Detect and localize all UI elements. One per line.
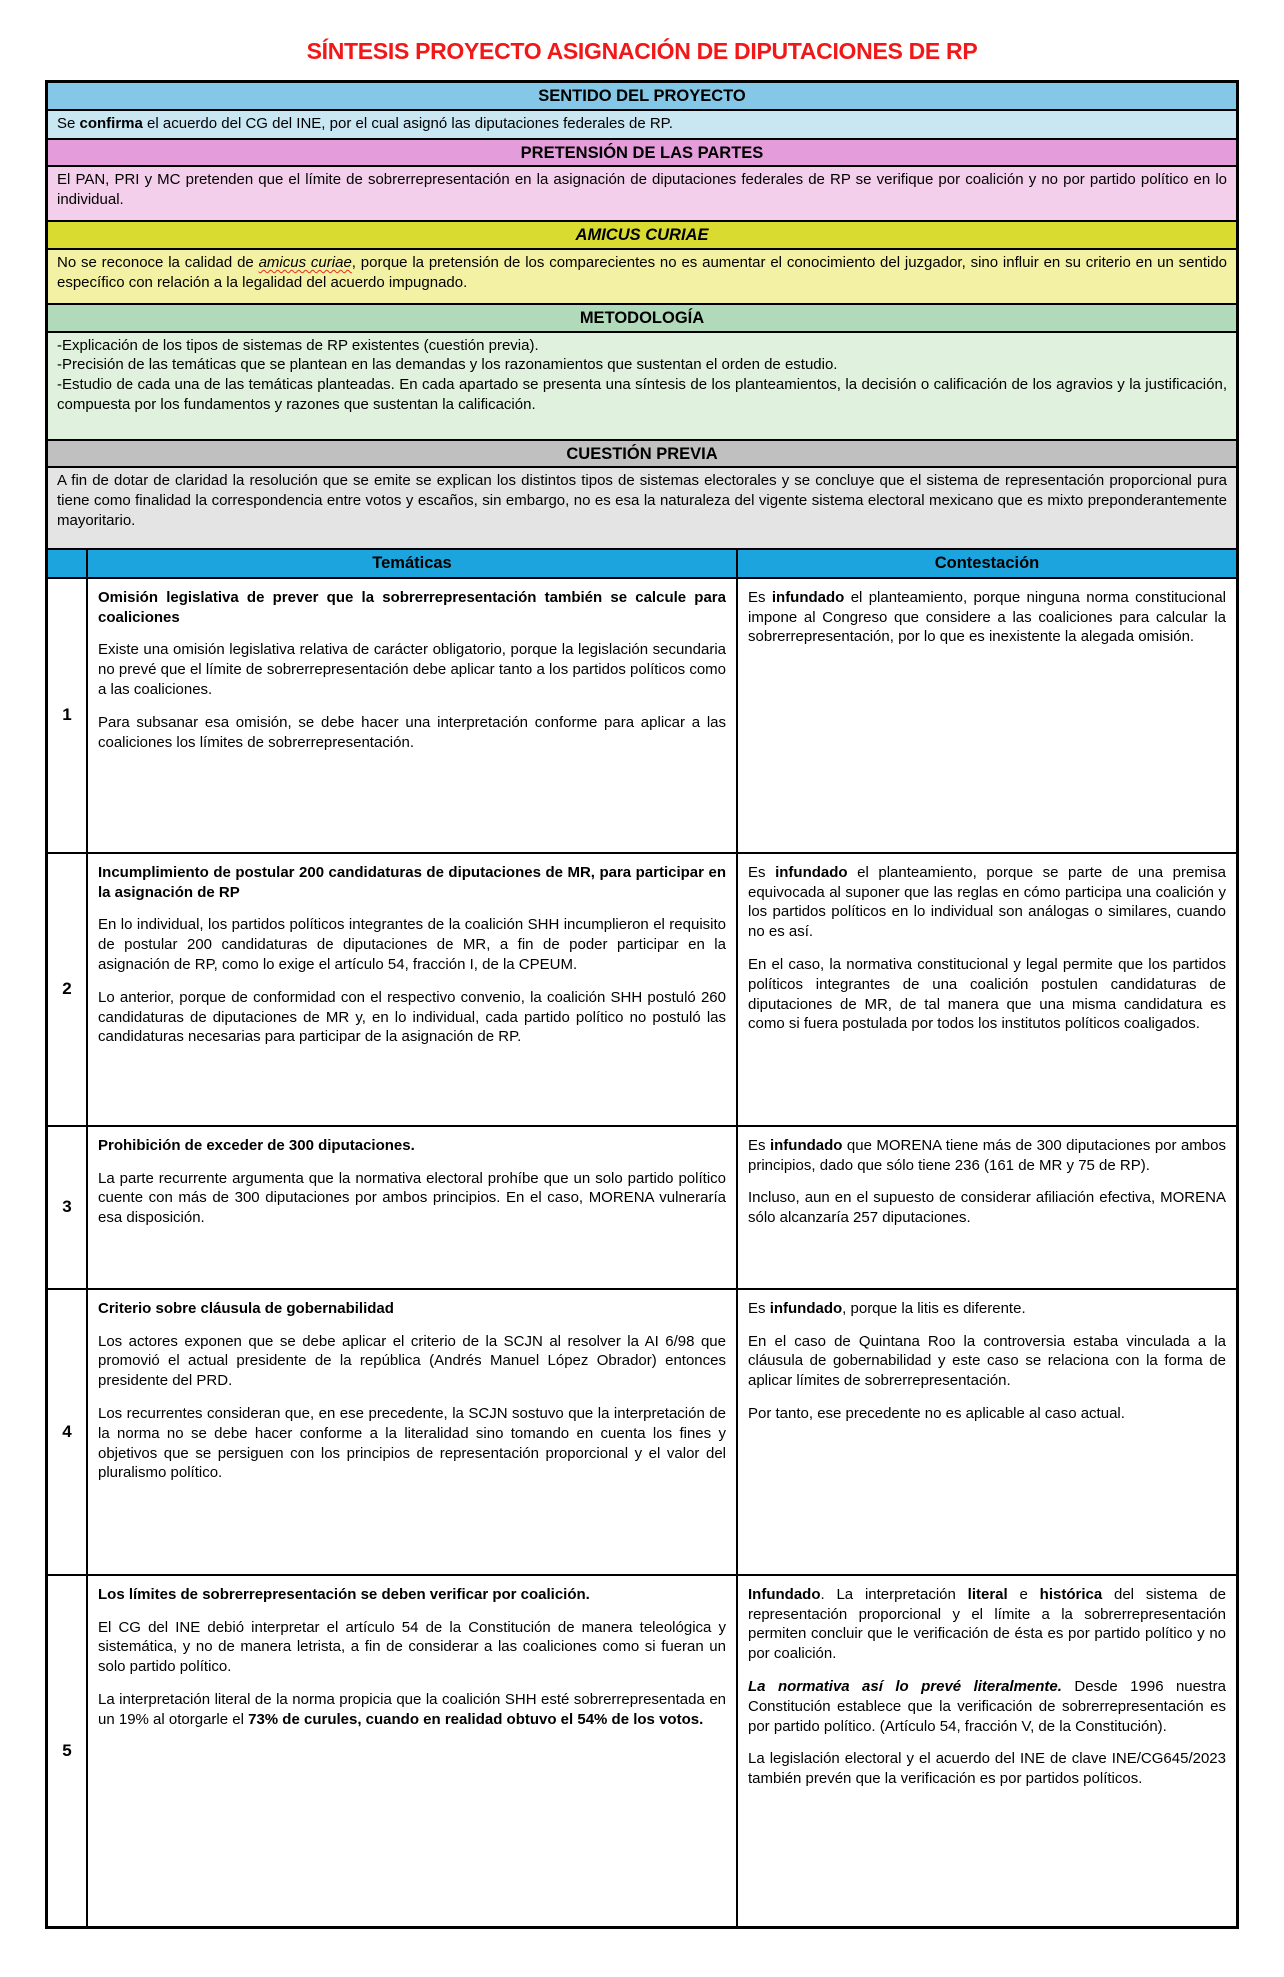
paragraph	[748, 1332, 1226, 1391]
text-run: , porque la pretensión de los comparecientes no es aumentar el conocimiento del juzgador, sino influir en su criterio en un sentido específico con relación a la legalidad del acuerdo impugnado.	[57, 253, 1228, 291]
text-run: infundado	[769, 1299, 843, 1317]
text-run: Es	[748, 588, 772, 606]
text-run: Existe una omisión legislativa relativa de carácter obligatorio, porque la legislación secundaria no prevé que el límite de sobrerrepresentación debe aplicar tanto a los partidos políticos como a las coaliciones.	[98, 641, 726, 699]
section-header-sentido: SENTIDO DEL PROYECTO	[48, 83, 1236, 111]
paragraph	[748, 588, 1226, 647]
section-pretension	[48, 140, 1236, 223]
tematica-cell	[88, 854, 738, 1125]
section-body-cuestion	[48, 468, 1236, 548]
paragraph	[57, 375, 1227, 415]
text-run: amicus curiae	[258, 253, 352, 271]
document-page	[0, 38, 1284, 1929]
text-run: En el caso de Quintana Roo la controversia estaba vinculada a la cláusula de gobernabilidad y este caso se relaciona con la forma de aplicar límites de sobrerrepresentación.	[748, 1332, 1226, 1390]
row-number: 3	[48, 1127, 88, 1288]
paragraph	[748, 1585, 1226, 1664]
paragraph	[98, 1618, 726, 1677]
section-body-pretension	[48, 167, 1236, 220]
grid-header-row	[48, 550, 1236, 579]
text-run: Prohibición de exceder de 300 diputaciones.	[98, 1136, 415, 1154]
text-run: Es	[748, 863, 776, 881]
text-run: el planteamiento, porque se parte de una premisa equivocada al suponer que las reglas en cómo participa una coalición y los partidos políticos en lo individual son análogas o similares, cuando no es así.	[748, 863, 1226, 941]
table-row	[48, 1127, 1236, 1290]
text-run: histórica	[1039, 1585, 1103, 1603]
page-title: SÍNTESIS PROYECTO ASIGNACIÓN DE DIPUTACIONES DE RP	[306, 38, 978, 64]
section-cuestion	[48, 441, 1236, 551]
text-run: Los actores exponen que se debe aplicar el criterio de la SCJN al resolver la AI 6/98 que promovió el actual presidente de la república (Andrés Manuel López Obrador) entonces presidente del PRD.	[98, 1332, 726, 1390]
text-run: Lo anterior, porque de conformidad con el respectivo convenio, la coalición SHH postuló 260 candidaturas de diputaciones de MR y, en lo individual, cada partido político no postuló las candidaturas necesarias para participar de la asignación de RP.	[98, 988, 726, 1046]
text-run: Criterio sobre cláusula de gobernabilidad	[98, 1299, 394, 1317]
contestacion-cell	[738, 579, 1236, 852]
row-number: 1	[48, 579, 88, 852]
contestacion-cell	[738, 1290, 1236, 1574]
text-run: literal	[967, 1585, 1008, 1603]
row-number: 4	[48, 1290, 88, 1574]
contestacion-cell	[738, 854, 1236, 1125]
text-run: del sistema de representación proporcional y el límite a la sobrerrepresentación permiten concluir que le verificación de ésta es por partido político y no por coalición.	[748, 1585, 1226, 1663]
text-run: Se	[57, 114, 80, 132]
text-run: e	[1007, 1585, 1040, 1603]
text-run: Incluso, aun en el supuesto de considerar afiliación efectiva, MORENA sólo alcanzaría 257 diputaciones.	[748, 1189, 1226, 1227]
row-number: 2	[48, 854, 88, 1125]
table-row	[48, 579, 1236, 854]
paragraph	[98, 1299, 726, 1319]
text-run: -Precisión de las temáticas que se plantean en las demandas y los razonamientos que sustentan el orden de estudio.	[57, 356, 838, 374]
paragraph	[98, 1169, 726, 1228]
section-sentido	[48, 83, 1236, 140]
paragraph	[748, 1299, 1226, 1319]
text-run: La normativa así lo prevé literalmente.	[748, 1678, 1062, 1696]
text-run: Por tanto, ese precedente no es aplicable al caso actual.	[748, 1405, 1125, 1423]
summary-table	[45, 80, 1239, 1929]
text-run: El CG del INE debió interpretar el artículo 54 de la Constitución de manera teleológica y sistemática, y no de manera letrista, a fin de considerar a las coaliciones como si fueran un solo partido político.	[98, 1618, 726, 1676]
paragraph	[98, 988, 726, 1047]
text-run: infundado	[771, 588, 845, 606]
grid-header-tematicas: Temáticas	[88, 550, 738, 577]
grid-header-contestacion: Contestación	[934, 554, 1040, 573]
text-run: el planteamiento, porque ninguna norma constitucional impone al Congreso que considere a las coaliciones para calcular la sobrerrepresentación, por lo que es inexistente la alegada omisión.	[748, 588, 1226, 646]
text-run: Es	[748, 1136, 770, 1154]
paragraph	[57, 170, 1227, 210]
paragraph	[98, 863, 726, 903]
text-run: , porque la litis es diferente.	[842, 1299, 1026, 1317]
paragraph	[98, 1585, 726, 1605]
paragraph	[748, 1677, 1226, 1736]
paragraph	[98, 1404, 726, 1483]
paragraph	[57, 114, 1227, 134]
tematica-cell	[88, 1290, 738, 1574]
section-header-metodologia: METODOLOGÍA	[48, 305, 1236, 333]
text-run: Los límites de sobrerrepresentación se deben verificar por coalición.	[98, 1585, 590, 1603]
section-header-pretension: PRETENSIÓN DE LAS PARTES	[48, 140, 1236, 168]
paragraph	[57, 355, 1227, 375]
text-run: Incumplimiento de postular 200 candidaturas de diputaciones de MR, para participar en la asignación de RP	[98, 863, 726, 901]
text-run: -Explicación de los tipos de sistemas de RP existentes (cuestión previa).	[57, 336, 539, 354]
text-run: que MORENA tiene más de 300 diputaciones por ambos principios, dado que sólo tiene 236 (161 de MR y 75 de RP).	[748, 1136, 1226, 1174]
tematica-cell	[88, 1576, 738, 1926]
text-run: La parte recurrente argumenta que la normativa electoral prohíbe que un solo partido político cuente con más de 300 diputaciones por ambos principios. En el caso, MORENA vulneraría esa disposición.	[98, 1169, 726, 1227]
text-run: 73% de curules, cuando en realidad obtuvo el 54% de los votos.	[248, 1710, 704, 1728]
text-run: confirma	[79, 114, 143, 132]
text-run: En el caso, la normativa constitucional y legal permite que los partidos políticos integrantes de una coalición postulen candidaturas de diputaciones de MR, de tal manera que una misma candidatura es como si fuera postulada por todos los institutos políticos coaligados.	[748, 956, 1226, 1033]
paragraph	[57, 471, 1227, 530]
paragraph	[98, 588, 726, 628]
text-run: Omisión legislativa de prever que la sobrerrepresentación también se calcule para coaliciones	[98, 588, 726, 626]
text-run: infundado	[769, 1136, 843, 1154]
paragraph	[748, 863, 1226, 942]
paragraph	[98, 915, 726, 974]
section-body-metodologia	[48, 333, 1236, 439]
text-run: Infundado	[748, 1585, 821, 1603]
text-run: No se reconoce la calidad de	[57, 253, 259, 271]
paragraph	[748, 1188, 1226, 1228]
paragraph	[98, 1332, 726, 1391]
text-run: -Estudio de cada una de las temáticas planteadas. En cada apartado se presenta una síntesis de los planteamientos, la decisión o calificación de los agravios y la justificación, compuesta por los fundamentos y razones que sustentan la calificación.	[57, 376, 1227, 413]
table-row	[48, 1290, 1236, 1576]
text-run: Desde 1996 nuestra Constitución establece que la verificación de sobrerrepresentación es por partido político. (Artículo 54, fracción V, de la Constitución).	[748, 1678, 1226, 1735]
text-run: El PAN, PRI y MC pretenden que el límite de sobrerrepresentación en la asignación de diputaciones federales de RP se verifique por coalición y no por partido político en lo individual.	[57, 171, 1227, 209]
tematica-cell	[88, 1127, 738, 1288]
banner-sections	[48, 83, 1236, 550]
paragraph	[748, 1749, 1226, 1789]
paragraph	[748, 955, 1226, 1034]
table-row	[48, 1576, 1236, 1926]
section-header-cuestion: CUESTIÓN PREVIA	[48, 441, 1236, 469]
tematica-cell	[88, 579, 738, 852]
text-run: La legislación electoral y el acuerdo del INE de clave INE/CG645/2023 también prevén que la verificación es por partidos políticos.	[748, 1750, 1226, 1788]
paragraph	[98, 640, 726, 699]
text-run: . La interpretación	[820, 1585, 968, 1603]
text-run: el acuerdo del CG del INE, por el cual asignó las diputaciones federales de RP.	[142, 114, 673, 132]
section-amicus	[48, 222, 1236, 305]
section-body-amicus	[48, 250, 1236, 303]
text-run: Es	[748, 1299, 770, 1317]
paragraph	[57, 253, 1227, 293]
section-metodologia	[48, 305, 1236, 441]
paragraph	[98, 713, 726, 753]
text-run: infundado	[775, 863, 848, 881]
contestacion-cell	[738, 1576, 1236, 1926]
text-run: A fin de dotar de claridad la resolución que se emite se explican los distintos tipos de sistemas electorales y se concluye que el sistema de representación proporcional pura tiene como finalidad la correspondencia entre votos y escaños, sin embargo, no es esa la naturaleza del vigente sistema electoral mexicano que es mixto preponderantemente mayoritario.	[57, 472, 1227, 529]
section-header-amicus: AMICUS CURIAE	[48, 222, 1236, 250]
grid-header-num	[48, 550, 88, 577]
text-run: En lo individual, los partidos políticos integrantes de la coalición SHH incumplieron el requisito de postular 200 candidaturas de diputaciones de MR, a fin de poder participar en la asignación de RP, como lo exige el artículo 54, fracción I, de la CPEUM.	[98, 916, 726, 974]
paragraph	[98, 1690, 726, 1730]
section-body-sentido	[48, 111, 1236, 138]
paragraph	[98, 1136, 726, 1156]
contestacion-cell	[738, 1127, 1236, 1288]
row-number: 5	[48, 1576, 88, 1926]
paragraph	[57, 336, 1227, 356]
text-run: Los recurrentes consideran que, en ese precedente, la SCJN sostuvo que la interpretación de la norma no se debe hacer conforme a la literalidad sino tomando en cuenta los fines y objetivos que se persiguen con los principios de representación proporcional y el valor del pluralismo político.	[98, 1405, 726, 1482]
paragraph	[748, 1136, 1226, 1176]
text-run: La interpretación literal de la norma propicia que la coalición SHH esté sobrerrepresentada en un 19% al otorgarle el	[98, 1691, 726, 1728]
text-run: Para subsanar esa omisión, se debe hacer una interpretación conforme para aplicar a las coaliciones los límites de sobrerrepresentación.	[98, 713, 726, 751]
paragraph	[748, 1404, 1226, 1424]
table-row	[48, 854, 1236, 1127]
tematicas-grid	[48, 550, 1236, 1926]
